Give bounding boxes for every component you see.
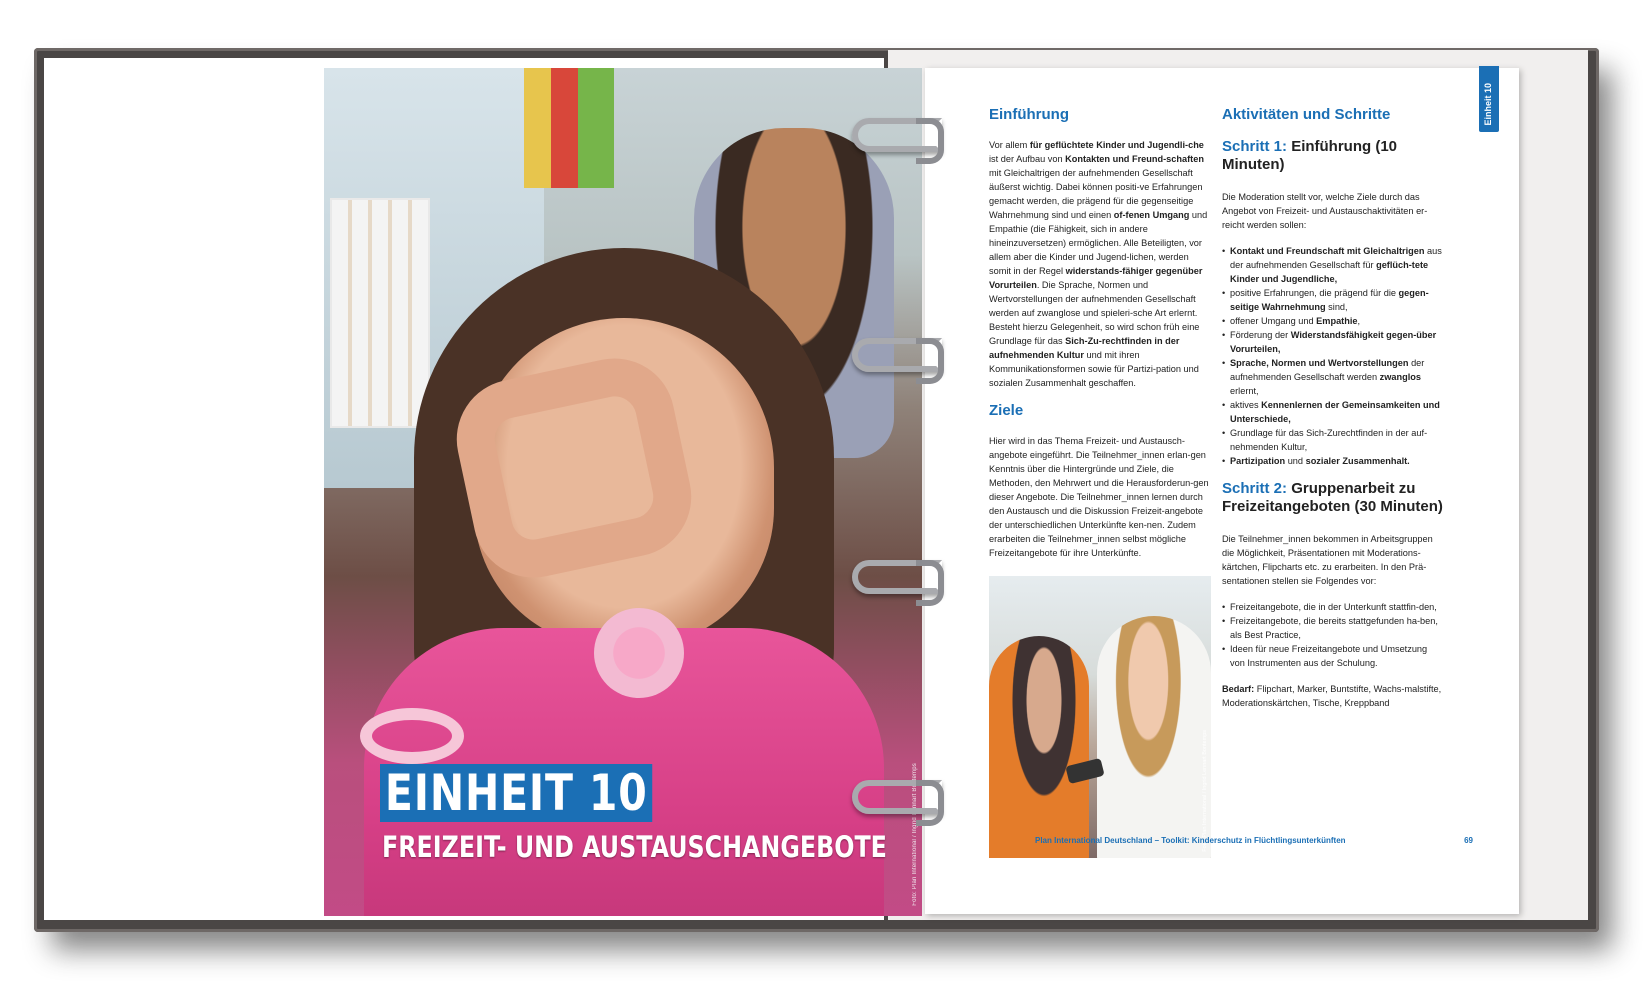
list-item: • Ideen für neue Freizeitangebote und Umsetzung von Instrumenten aus der Schulung. (1222, 642, 1444, 670)
unit-tab[interactable] (1479, 66, 1499, 132)
step2-bullet-list (1222, 600, 1444, 670)
activities-heading: Aktivitäten und Schritte (1222, 106, 1391, 123)
right-text-page (925, 68, 1519, 914)
left-photo-page (324, 68, 922, 916)
unit-tab-label: Einheit 10 (1483, 83, 1493, 126)
binder-ring (852, 118, 942, 152)
list-item: • Freizeitangebote, die in der Unterkunft stattfin-den, (1222, 600, 1444, 614)
photo-credit: Foto: Plan International / Ingrid Lennart Bontemps (912, 763, 918, 906)
intro-heading: Einführung (989, 106, 1069, 123)
step2-number: Schritt 2: (1222, 480, 1288, 497)
page-footer (1035, 836, 1473, 845)
inset-photo-girl-blonde (1097, 616, 1211, 858)
right-column (1222, 106, 1444, 722)
page-number: 69 (1464, 836, 1473, 845)
list-item: • Partizipation und sozialer Zusammenhalt. (1222, 454, 1444, 468)
binder-ring (852, 560, 942, 594)
footer-text: Plan International Deutschland – Toolkit: Kinderschutz in Flüchtlingsunterkünften (1035, 836, 1346, 845)
needs-items: Flipchart, Marker, Buntstifte, Wachs-malstifte, Moderationskärtchen, Tische, Kreppband (1222, 684, 1442, 708)
intro-text: Vor allem für geflüchtete Kinder und Jugendli-che ist der Aufbau von Kontakten und Freund-schaften mit Gleichaltrigen der aufnehmenden Gesellschaft äußerst wichtig. Dabei können positi-ve Erfahrungen gemacht werden, die prägend für die gegenseitige Wahrnehmung sind und einen of-fenen Umgang und Empathie (die Fähigkeit, sich in andere hineinzuversetzen) ermöglichen. Alle Beteiligten, vor allem aber die Kinder und Jugend-lichen, werden somit in der Regel widerstands-fähiger gegenüber Vorurteilen. Die Sprache, Normen und Wertvorstellungen der aufnehmenden Gesellschaft werden auf zwanglose und spieleri-sche Art erlernt. Besteht hierzu Gelegenheit, so wird schon früh eine Grundlage für das Sich-Zu-rechtfinden in der aufnehmenden Kultur und mit ihren Kommunikationsformen sowie für Partizi-pation und sozialen Zusammenhalt geschaffen. (989, 140, 1208, 388)
list-item: • Sprache, Normen und Wertvorstellungen der aufnehmenden Gesellschaft werden zwanglos erlernt, (1222, 356, 1444, 398)
left-column (989, 106, 1211, 572)
list-item: • aktives Kennenlernen der Gemeinsamkeiten und Unterschiede, (1222, 398, 1444, 426)
step1-bullet-list (1222, 244, 1444, 468)
photo-shirt-flower (594, 608, 684, 698)
list-item: • offener Umgang und Empathie, (1222, 314, 1444, 328)
binder-ring (852, 338, 942, 372)
step1-number: Schritt 1: (1222, 138, 1288, 155)
list-item: • Kontakt und Freundschaft mit Gleichaltrigen aus der aufnehmenden Gesellschaft für geflüch-tete Kinder und Jugendliche, (1222, 244, 1444, 286)
inset-photo-credit: Foto: Plan International / Ingrid Lennart Bontemps (1202, 730, 1208, 852)
unit-title: EINHEIT 10 (380, 764, 652, 822)
list-item: • Förderung der Widerstandsfähigkeit gegen-über Vorurteilen, (1222, 328, 1444, 356)
list-item: • Freizeitangebote, die bereits stattgefunden ha-ben, als Best Practice, (1222, 614, 1444, 642)
photo-toy-blocks (524, 68, 614, 188)
inset-photo (989, 576, 1211, 858)
list-item: • Grundlage für das Sich-Zurechtfinden in der auf-nehmenden Kultur, (1222, 426, 1444, 454)
step1-intro: Die Moderation stellt vor, welche Ziele durch das Angebot von Freizeit- und Austauschaktivitäten er-reicht werden sollen: (1222, 192, 1428, 230)
goals-heading: Ziele (989, 402, 1024, 419)
step1-title: Einführung (10 Minuten) (1222, 138, 1398, 173)
photo-wall-poster (330, 198, 430, 428)
step2-title: Gruppenarbeit zu Freizeitangeboten (30 Minuten) (1222, 480, 1443, 515)
needs-text (1222, 682, 1444, 710)
step2-heading (1222, 480, 1444, 516)
unit-subtitle: FREIZEIT- UND AUSTAUSCHANGEBOTE (382, 830, 887, 864)
list-item: • positive Erfahrungen, die prägend für die gegen-seitige Wahrnehmung sind, (1222, 286, 1444, 314)
needs-label: Bedarf: (1222, 684, 1255, 694)
goals-text: Hier wird in das Thema Freizeit- und Austausch-angebote eingeführt. Die Teilnehmer_innen erlan-gen Kenntnis über die Hintergründe und Ziele, die Methoden, den Mehrwert und die Herausforderun-gen dieser Angebote. Die Teilnehmer_innen lernen durch den Austausch und die Diskussion Freizeit-angebote der unterschiedlichen Unterkünfte ken-nen. Zudem erarbeiten die Teilnehmer_innen selbst mögliche Freizeitangebote für ihre Unterkünfte. (989, 436, 1209, 558)
binder-ring (852, 780, 942, 814)
step2-intro: Die Teilnehmer_innen bekommen in Arbeitsgruppen die Möglichkeit, Präsentationen mit Moderations-kärtchen, Flipcharts etc. zu erarbeiten. In den Prä-sentationen stellen sie Folgendes vor: (1222, 534, 1433, 586)
photo-bracelet (360, 708, 464, 764)
step1-heading (1222, 138, 1444, 174)
inset-photo-girl-headscarf (989, 636, 1089, 858)
